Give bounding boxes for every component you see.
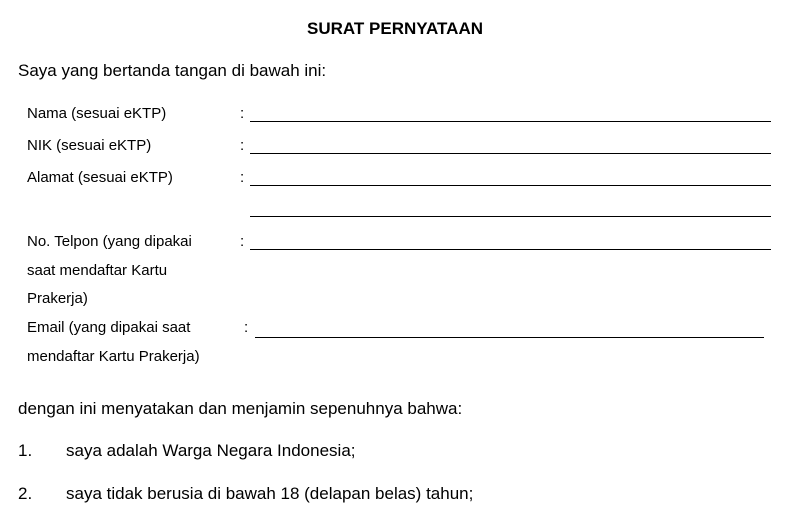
field-label-email-2: mendaftar Kartu Prakerja): [27, 348, 200, 365]
colon-nama: :: [240, 105, 245, 122]
fill-line-nik: [250, 153, 771, 154]
list-item-text: saya tidak berusia di bawah 18 (delapan belas) tahun;: [66, 484, 474, 503]
colon-alamat: :: [240, 169, 245, 186]
fill-line-email: [255, 337, 764, 338]
fill-line-nama: [250, 121, 771, 122]
document-title: SURAT PERNYATAAN: [307, 19, 483, 38]
intro-text: Saya yang bertanda tangan di bawah ini:: [18, 61, 327, 80]
list-item-number: 2.: [18, 484, 33, 503]
colon-nik: :: [240, 137, 245, 154]
fill-line-telpon: [250, 249, 771, 250]
field-label-telpon-1: No. Telpon (yang dipakai: [27, 233, 192, 250]
colon-email: :: [244, 319, 249, 336]
field-label-telpon-3: Prakerja): [27, 290, 88, 307]
field-label-alamat: Alamat (sesuai eKTP): [27, 169, 173, 186]
list-item-number: 1.: [18, 441, 33, 460]
fill-line-alamat: [250, 185, 771, 186]
field-label-email-1: Email (yang dipakai saat: [27, 319, 191, 336]
field-label-telpon-2: saat mendaftar Kartu: [27, 262, 168, 279]
list-item-text: saya adalah Warga Negara Indonesia;: [66, 441, 356, 460]
colon-telpon: :: [240, 233, 245, 250]
field-label-nik: NIK (sesuai eKTP): [27, 137, 152, 154]
field-label-nama: Nama (sesuai eKTP): [27, 105, 167, 122]
statement-text: dengan ini menyatakan dan menjamin sepenuhnya bahwa:: [18, 399, 463, 418]
fill-line-alamat-2: [250, 216, 771, 217]
